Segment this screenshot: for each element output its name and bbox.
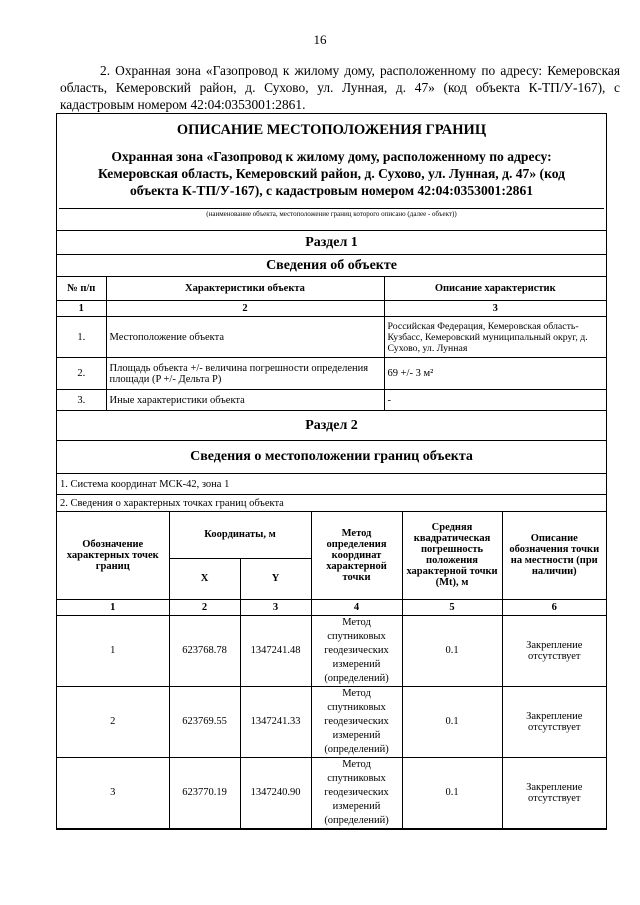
- point-error: 0.1: [402, 686, 502, 757]
- page-number: 16: [313, 32, 327, 47]
- boundary-description-frame: [56, 113, 607, 830]
- col-number: 5: [402, 599, 502, 615]
- row-characteristic: Иные характеристики объекта: [106, 390, 384, 411]
- point-x: 623769.55: [169, 686, 240, 757]
- header-method: Метод определения координат характерной точки: [311, 512, 402, 599]
- table-row: [57, 686, 606, 757]
- col-number: 2: [106, 301, 384, 317]
- point-x: 623768.78: [169, 615, 240, 686]
- header-characteristic: Характеристики объекта: [106, 277, 384, 301]
- point-method: Метод спутниковых геодезических измерений (определений): [311, 686, 402, 757]
- point-y: 1347240.90: [240, 757, 311, 828]
- section1-title: Раздел 1: [57, 231, 606, 255]
- intro-paragraph: 2. Охранная зона «Газопровод к жилому дому, расположенному по адресу: Кемеровская область, Кемеровский район, д. Сухово, ул. Лунная, д. 47» (код объекта К-ТП/У-167), с кадастровым номером 42:04:0353001:2861.: [60, 63, 620, 112]
- col-number: 2: [169, 599, 240, 615]
- section1-subtitle: Сведения об объекте: [57, 255, 606, 277]
- point-method: Метод спутниковых геодезических измерений (определений): [311, 757, 402, 828]
- row-number: 3.: [57, 390, 106, 411]
- section2-title: Раздел 2: [57, 411, 606, 441]
- row-number: 1.: [57, 317, 106, 358]
- col-number: 6: [502, 599, 606, 615]
- point-id: 1: [57, 615, 169, 686]
- table-row: [57, 390, 606, 411]
- col-number: 3: [384, 301, 606, 317]
- header-number: № п/п: [57, 277, 106, 301]
- col-number: 1: [57, 599, 169, 615]
- header-x: X: [169, 558, 240, 599]
- table-row: [57, 317, 606, 358]
- header-point-description: Описание обозначения точки на местности (при наличии): [502, 512, 606, 599]
- col-number: 3: [240, 599, 311, 615]
- point-description: Закрепление отсутствует: [502, 757, 606, 828]
- row-characteristic: Местоположение объекта: [106, 317, 384, 358]
- row-description: -: [384, 390, 606, 411]
- point-error: 0.1: [402, 615, 502, 686]
- point-error: 0.1: [402, 757, 502, 828]
- table-row: [57, 358, 606, 390]
- col-number: 1: [57, 301, 106, 317]
- point-method: Метод спутниковых геодезических измерений (определений): [311, 615, 402, 686]
- object-caption: (наименование объекта, местоположение границ которого описано (далее - объект)): [59, 208, 604, 222]
- point-y: 1347241.33: [240, 686, 311, 757]
- row-description: Российская Федерация, Кемеровская область-Кузбасс, Кемеровский муниципальный округ, д. Сухово, ул. Лунная: [384, 317, 606, 358]
- header-point: Обозначение характерных точек границ: [57, 512, 169, 599]
- document-title: ОПИСАНИЕ МЕСТОПОЛОЖЕНИЯ ГРАНИЦ: [176, 122, 487, 138]
- header-description: Описание характеристик: [384, 277, 606, 301]
- header-y: Y: [240, 558, 311, 599]
- point-id: 2: [57, 686, 169, 757]
- points-table: [57, 512, 606, 829]
- document-subtitle: Охранная зона «Газопровод к жилому дому, расположенному по адресу: Кемеровская область, Кемеровский район, д. Сухово, ул. Лунная, д. 47» (код объекта К-ТП/У-167), с кадастровым номером 42:04:0353001:2861: [97, 149, 566, 198]
- header-error: Средняя квадратическая погрешность положения характерной точки (Mt), м: [402, 512, 502, 599]
- row-characteristic: Площадь объекта +/- величина погрешности определения площади (P +/- Дельта P): [106, 358, 384, 390]
- col-number: 4: [311, 599, 402, 615]
- section1-table: [57, 230, 606, 512]
- point-id: 3: [57, 757, 169, 828]
- point-x: 623770.19: [169, 757, 240, 828]
- point-y: 1347241.48: [240, 615, 311, 686]
- point-description: Закрепление отсутствует: [502, 686, 606, 757]
- row-number: 2.: [57, 358, 106, 390]
- table-row: [57, 757, 606, 828]
- row-description: 69 +/- 3 м²: [384, 358, 606, 390]
- header-coordinates: Координаты, м: [169, 512, 311, 558]
- point-description: Закрепление отсутствует: [502, 615, 606, 686]
- coordinate-system: 1. Система координат МСК-42, зона 1: [57, 474, 606, 495]
- section2-subtitle: Сведения о местоположении границ объекта: [57, 441, 606, 474]
- table-row: [57, 615, 606, 686]
- points-caption: 2. Сведения о характерных точках границ объекта: [57, 495, 606, 512]
